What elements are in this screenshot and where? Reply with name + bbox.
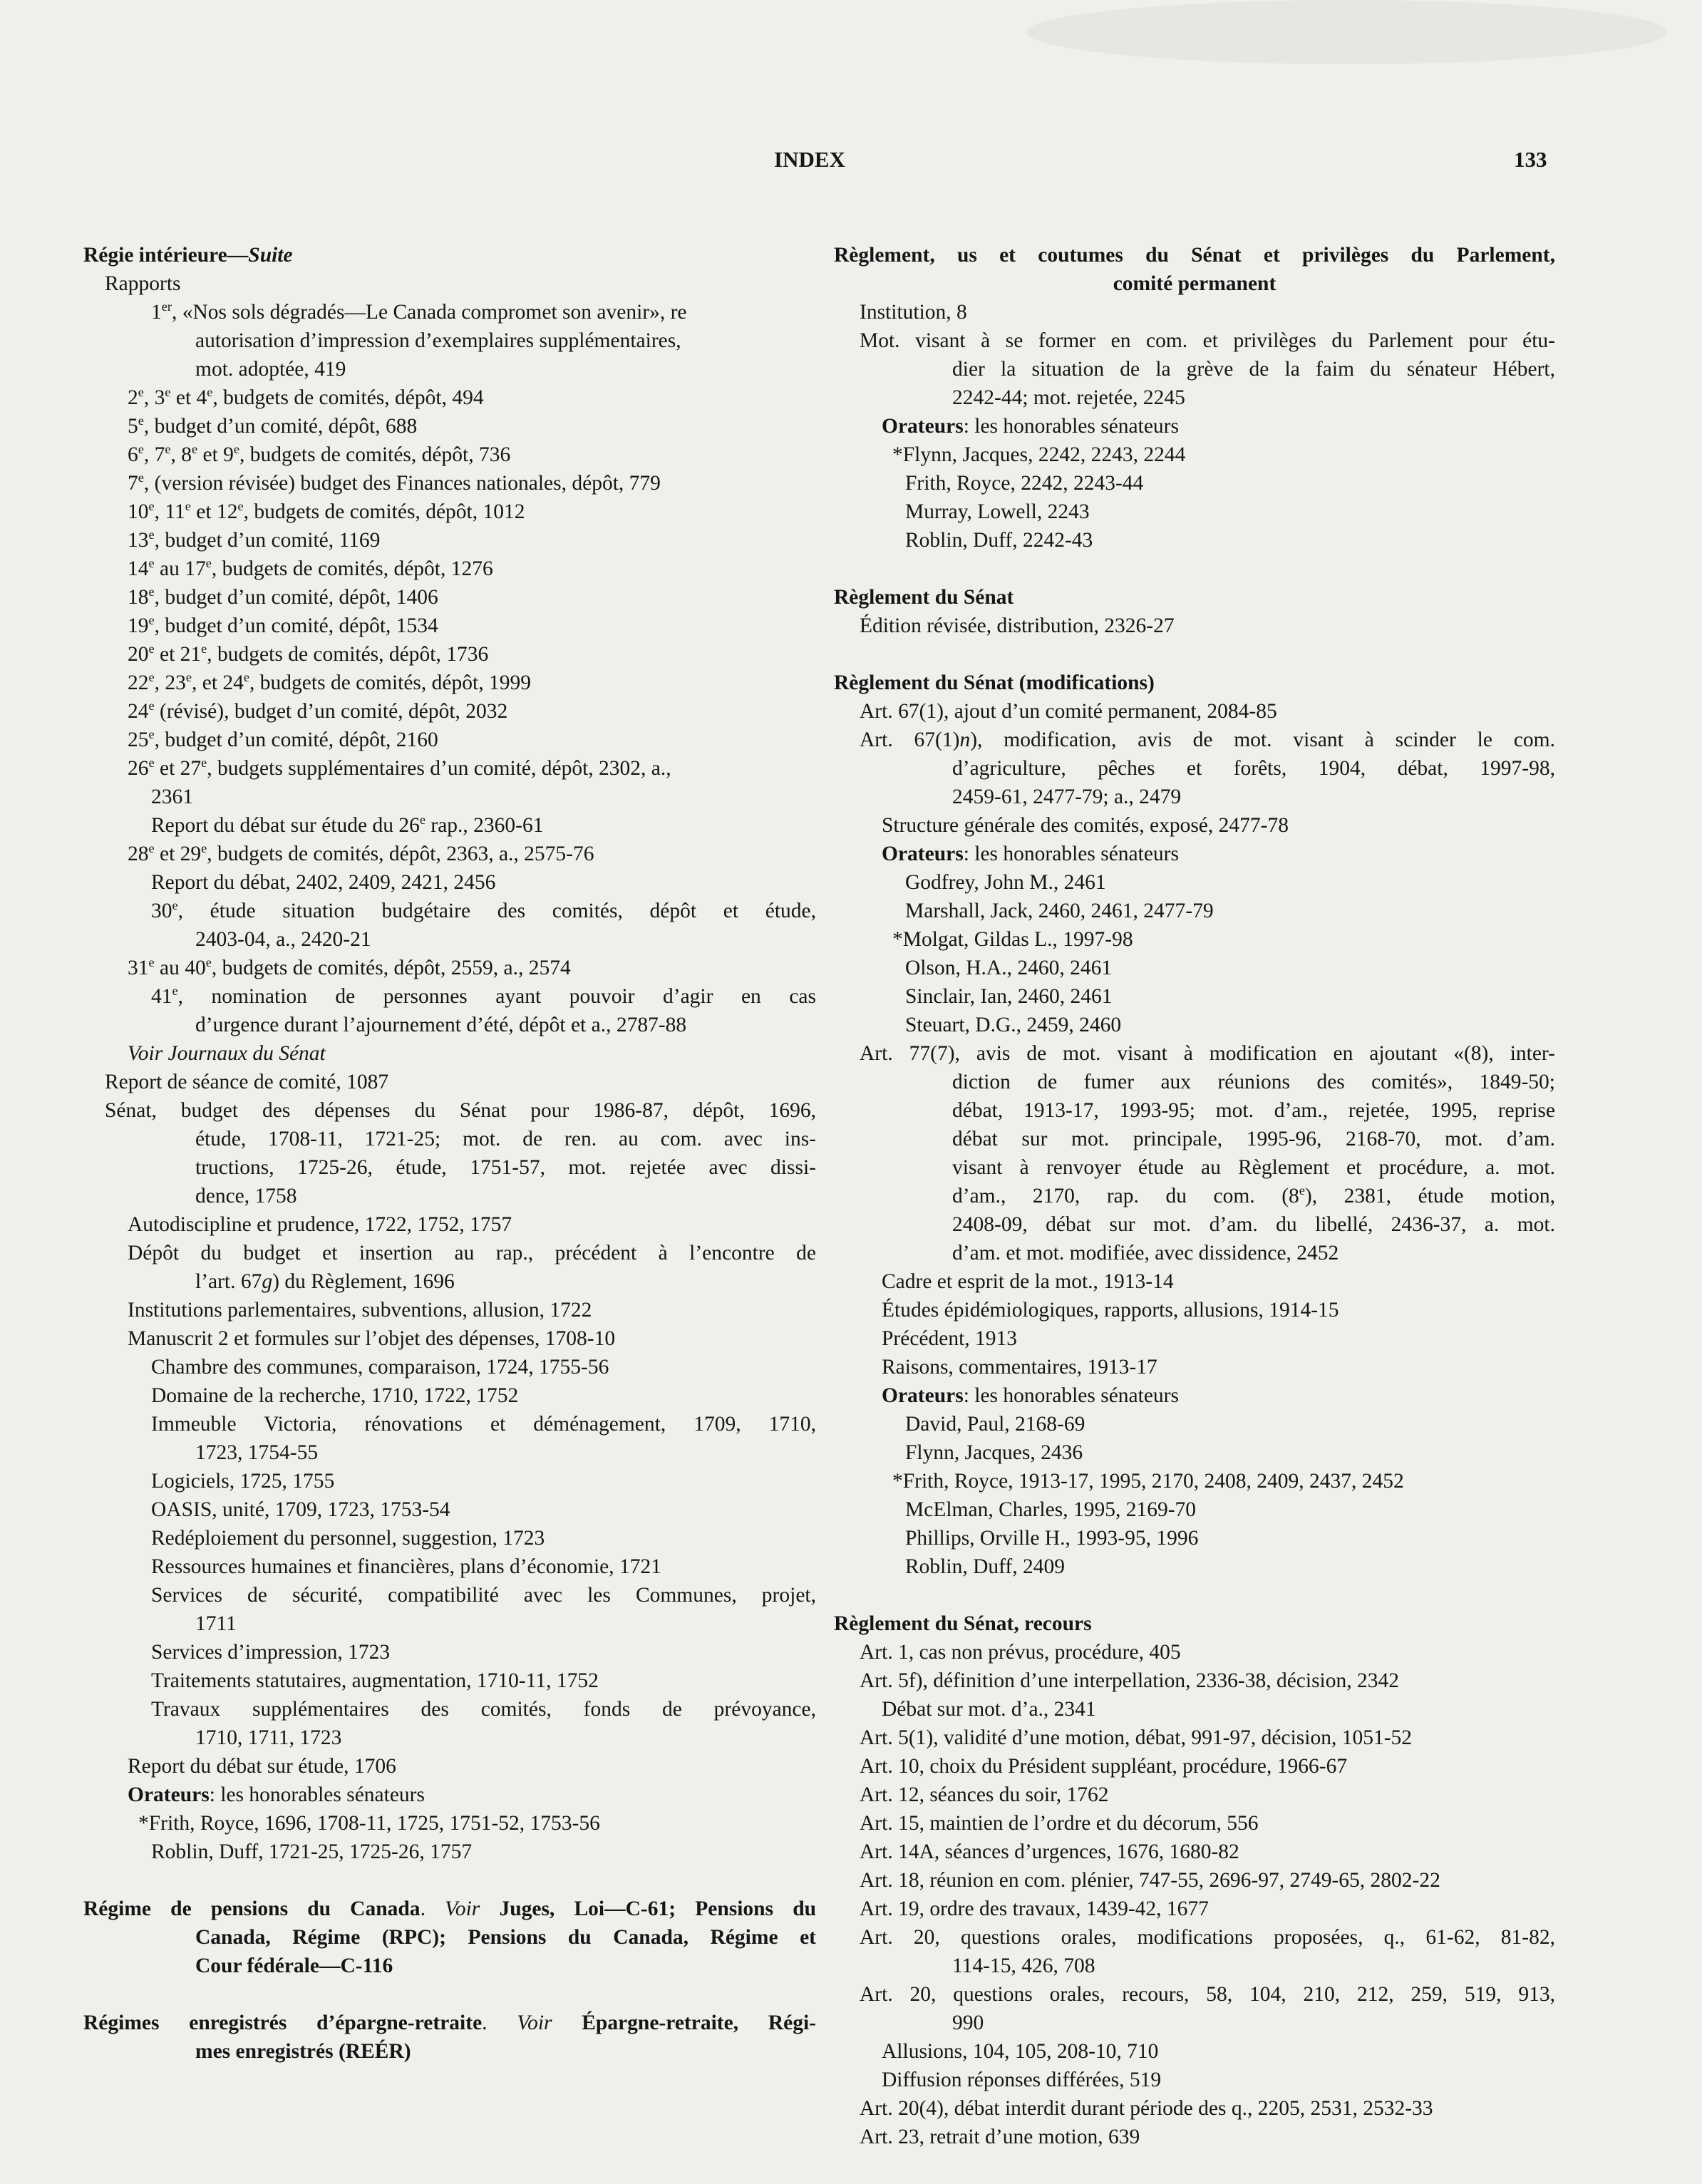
speaker-entry: *Flynn, Jacques, 2242, 2243, 2244	[892, 443, 1186, 466]
speaker-entry: Marshall, Jack, 2460, 2461, 2477-79	[905, 900, 1214, 922]
index-subentry: Art. 20, questions orales, recours, 58, 104, 210, 212, 259, 519, 913, 990	[860, 1983, 1555, 2034]
index-subentry: Art. 67(1)n), modification, avis de mot. visant à scinder le com. d’agriculture, pêches et forêts, 1904, débat, 1997-98, 2459-61, 2477-79; a., 2479	[860, 728, 1555, 808]
index-entry: 10e, 11e et 12e, budgets de comités, dépôt, 1012	[128, 499, 525, 523]
index-entry: Diffusion réponses différées, 519	[882, 2069, 1162, 2091]
speaker-entry: Murray, Lowell, 2243	[905, 500, 1090, 523]
index-entry: 19e, budget d’un comité, dépôt, 1534	[128, 613, 438, 637]
index-subentry: Art. 18, réunion en com. plénier, 747-55, 2696-97, 2749-65, 2802-22	[860, 1869, 1440, 1892]
index-entry: Allusions, 104, 105, 208-10, 710	[882, 2040, 1159, 2063]
index-subentry: Rapports	[105, 272, 181, 295]
index-entry: Chambre des communes, comparaison, 1724, 1755-56	[151, 1356, 609, 1379]
speaker-entry: Roblin, Duff, 2242-43	[905, 529, 1093, 552]
speakers-label: Orateurs: les honorables sénateurs	[128, 1783, 425, 1806]
index-subentry: Art. 10, choix du Président suppléant, procédure, 1966-67	[860, 1755, 1348, 1778]
index-entry: 13e, budget d’un comité, 1169	[128, 527, 381, 552]
speaker-entry: Flynn, Jacques, 2436	[905, 1441, 1083, 1464]
index-entry: 24e (révisé), budget d’un comité, dépôt, 2032	[128, 699, 508, 723]
index-heading: Règlement du Sénat, recours	[834, 1612, 1092, 1635]
speaker-entry: *Frith, Royce, 1696, 1708-11, 1725, 1751-52, 1753-56	[138, 1812, 600, 1835]
index-entry: Domaine de la recherche, 1710, 1722, 1752	[151, 1384, 519, 1407]
index-entry: 14e au 17e, budgets de comités, dépôt, 1276	[128, 556, 493, 580]
index-subentry: Art. 19, ordre des travaux, 1439-42, 1677	[860, 1897, 1209, 1920]
index-entry: Logiciels, 1725, 1755	[151, 1470, 335, 1493]
index-subentry: Art. 1, cas non prévus, procédure, 405	[860, 1641, 1181, 1664]
index-entry: 20e et 21e, budgets de comités, dépôt, 1736	[128, 642, 489, 666]
speaker-entry: Roblin, Duff, 1721-25, 1725-26, 1757	[151, 1840, 473, 1863]
index-entry: 6e, 7e, 8e et 9e, budgets de comités, dépôt, 736	[128, 442, 511, 466]
index-entry: 1er, «Nos sols dégradés—Le Canada compromet son avenir», re autorisation d’impression d’exemplaires supplémentaires, mot. adoptée, 419	[151, 299, 687, 381]
index-entry: 25e, budget d’un comité, dépôt, 2160	[128, 727, 438, 751]
index-entry: Débat sur mot. d’a., 2341	[882, 1698, 1096, 1721]
spacer	[834, 555, 1555, 583]
index-entry: Cadre et esprit de la mot., 1913-14	[882, 1270, 1174, 1293]
index-entry: Services d’impression, 1723	[151, 1641, 391, 1664]
speaker-entry: Roblin, Duff, 2409	[905, 1555, 1065, 1578]
speaker-entry: Olson, H.A., 2460, 2461	[905, 957, 1113, 979]
speakers-label: Orateurs: les honorables sénateurs	[882, 1384, 1179, 1407]
index-heading: Règlement du Sénat (modifications)	[834, 671, 1155, 694]
index-heading: Régie intérieure—Suite	[83, 244, 293, 267]
index-entry: Dépôt du budget et insertion au rap., précédent à l’encontre de l’art. 67g) du Règlement, 1696	[128, 1242, 816, 1293]
index-entry: Report du débat sur étude du 26e rap., 2360-61	[151, 813, 544, 837]
index-subentry: Édition révisée, distribution, 2326-27	[860, 614, 1175, 637]
index-subentry: Art. 67(1), ajout d’un comité permanent, 2084-85	[860, 700, 1277, 723]
speaker-entry: Godfrey, John M., 2461	[905, 871, 1106, 894]
index-entry: Traitements statutaires, augmentation, 1710-11, 1752	[151, 1669, 599, 1692]
index-entry-continuation: 2361	[151, 785, 193, 808]
spacer	[83, 1866, 816, 1895]
index-heading: Régime de pensions du Canada. Voir Juges, Loi—C-61; Pensions du Canada, Régime (RPC); Pensions du Canada, Régime et Cour fédérale—C-116	[83, 1897, 817, 1977]
spacer	[834, 640, 1555, 669]
index-heading: Règlement du Sénat	[834, 586, 1014, 609]
page-number: 133	[1514, 147, 1547, 172]
index-entry: Ressources humaines et financières, plans d’économie, 1721	[151, 1555, 661, 1578]
index-entry: Précédent, 1913	[882, 1327, 1018, 1350]
index-entry: 5e, budget d’un comité, dépôt, 688	[128, 413, 418, 438]
speaker-entry: David, Paul, 2168-69	[905, 1413, 1085, 1436]
speaker-entry: Sinclair, Ian, 2460, 2461	[905, 985, 1113, 1008]
speakers-label: Orateurs: les honorables sénateurs	[882, 415, 1179, 438]
index-entry: 31e au 40e, budgets de comités, dépôt, 2559, a., 2574	[128, 955, 571, 979]
index-entry: 2e, 3e et 4e, budgets de comités, dépôt, 494	[128, 385, 484, 409]
speakers-label: Orateurs: les honorables sénateurs	[882, 843, 1179, 865]
index-subentry: Art. 5f), définition d’une interpellation, 2336-38, décision, 2342	[860, 1669, 1400, 1692]
index-entry: Études épidémiologiques, rapports, allusions, 1914-15	[882, 1299, 1339, 1322]
index-entry: 41e, nomination de personnes ayant pouvoir d’agir en cas d’urgence durant l’ajournement d’été, dépôt et a., 2787-88	[151, 984, 816, 1036]
index-heading: Régimes enregistrés d’épargne-retraite. Voir Épargne-retraite, Régi- mes enregistrés (REÉR)	[83, 2012, 816, 2063]
index-entry: Raisons, commentaires, 1913-17	[882, 1356, 1157, 1379]
index-subentry: Art. 14A, séances d’urgences, 1676, 1680-82	[860, 1840, 1239, 1863]
left-column	[83, 241, 816, 2066]
index-entry: Structure générale des comités, exposé, 2477-78	[882, 814, 1289, 837]
index-heading: Règlement, us et coutumes du Sénat et privilèges du Parlement, comité permanent	[834, 244, 1555, 295]
right-column	[834, 241, 1555, 2151]
speaker-entry: McElman, Charles, 1995, 2169-70	[905, 1498, 1197, 1521]
running-title: INDEX	[774, 147, 845, 172]
index-entry: Services de sécurité, compatibilité avec les Communes, projet, 1711	[151, 1584, 816, 1635]
index-entry: 22e, 23e, et 24e, budgets de comités, dépôt, 1999	[128, 670, 531, 694]
index-entry: OASIS, unité, 1709, 1723, 1753-54	[151, 1498, 450, 1521]
index-entry: Report du débat sur étude, 1706	[128, 1755, 396, 1778]
index-entry: 28e et 29e, budgets de comités, dépôt, 2363, a., 2575-76	[128, 841, 594, 865]
speaker-entry: Phillips, Orville H., 1993-95, 1996	[905, 1527, 1199, 1550]
index-subentry: Art. 20, questions orales, modifications proposées, q., 61-62, 81-82, 114-15, 426, 708	[860, 1926, 1555, 1977]
see-also-reference: Voir Journaux du Sénat	[128, 1042, 326, 1065]
index-subentry: Art. 5(1), validité d’une motion, débat, 991-97, décision, 1051-52	[860, 1726, 1413, 1749]
index-entry: Manuscrit 2 et formules sur l’objet des dépenses, 1708-10	[128, 1327, 616, 1350]
speaker-entry: *Frith, Royce, 1913-17, 1995, 2170, 2408, 2409, 2437, 2452	[892, 1470, 1404, 1493]
index-subentry: Art. 77(7), avis de mot. visant à modification en ajoutant «(8), inter- diction de fumer aux réunions des comités», 1849-50; débat, 1913-17, 1993-95; mot. d’am., rejetée, 1995, reprise débat sur mot. principale, 1995-96, 2168-70, mot. d’am. visant à renvoyer étude au Règlement et procédure, a. mot. d’am., 2170, rap. du com. (8e), 2381, étude motion, 2408-09, débat sur mot. d’am. du libellé, 2436-37, a. mot. d’am. et mot. modifiée, avec dissidence, 2452	[860, 1042, 1555, 1264]
index-subentry: Art. 20(4), débat interdit durant période des q., 2205, 2531, 2532-33	[860, 2097, 1433, 2120]
index-subentry: Report de séance de comité, 1087	[105, 1071, 389, 1093]
index-subentry: Mot. visant à se former en com. et privilèges du Parlement pour étu- dier la situation de la grève de la faim du sénateur Hébert, 2242-44; mot. rejetée, 2245	[860, 329, 1555, 409]
index-entry: 18e, budget d’un comité, dépôt, 1406	[128, 584, 438, 609]
speaker-entry: *Molgat, Gildas L., 1997-98	[892, 928, 1133, 951]
speaker-entry: Frith, Royce, 2242, 2243-44	[905, 472, 1144, 495]
index-entry: Institutions parlementaires, subventions, allusion, 1722	[128, 1299, 592, 1322]
index-entry: Travaux supplémentaires des comités, fonds de prévoyance, 1710, 1711, 1723	[151, 1698, 816, 1749]
index-subentry: Art. 15, maintien de l’ordre et du décorum, 556	[860, 1812, 1259, 1835]
index-entry: 30e, étude situation budgétaire des comités, dépôt et étude, 2403-04, a., 2420-21	[151, 898, 816, 951]
index-subentry: Sénat, budget des dépenses du Sénat pour 1986-87, dépôt, 1696, étude, 1708-11, 1721-25; mot. de ren. au com. avec ins- tructions, 1725-26, étude, 1751-57, mot. rejetée avec dissi- dence, 1758	[105, 1099, 816, 1207]
index-subentry: Art. 12, séances du soir, 1762	[860, 1783, 1109, 1806]
index-entry: 7e, (version révisée) budget des Finances nationales, dépôt, 779	[128, 470, 661, 495]
spacer	[83, 1980, 816, 2009]
index-entry: Report du débat, 2402, 2409, 2421, 2456	[151, 871, 496, 894]
index-entry: Immeuble Victoria, rénovations et déménagement, 1709, 1710, 1723, 1754-55	[151, 1413, 816, 1464]
index-entry: Autodiscipline et prudence, 1722, 1752, 1757	[128, 1213, 512, 1236]
index-subentry: Institution, 8	[860, 301, 967, 324]
index-subentry: Art. 23, retrait d’une motion, 639	[860, 2126, 1140, 2148]
spacer	[834, 1581, 1555, 1609]
speaker-entry: Steuart, D.G., 2459, 2460	[905, 1014, 1122, 1036]
index-entry: 26e et 27e, budgets supplémentaires d’un comité, dépôt, 2302, a.,	[128, 756, 671, 780]
index-entry: Redéploiement du personnel, suggestion, 1723	[151, 1527, 545, 1550]
scan-shadow	[1026, 0, 1668, 64]
